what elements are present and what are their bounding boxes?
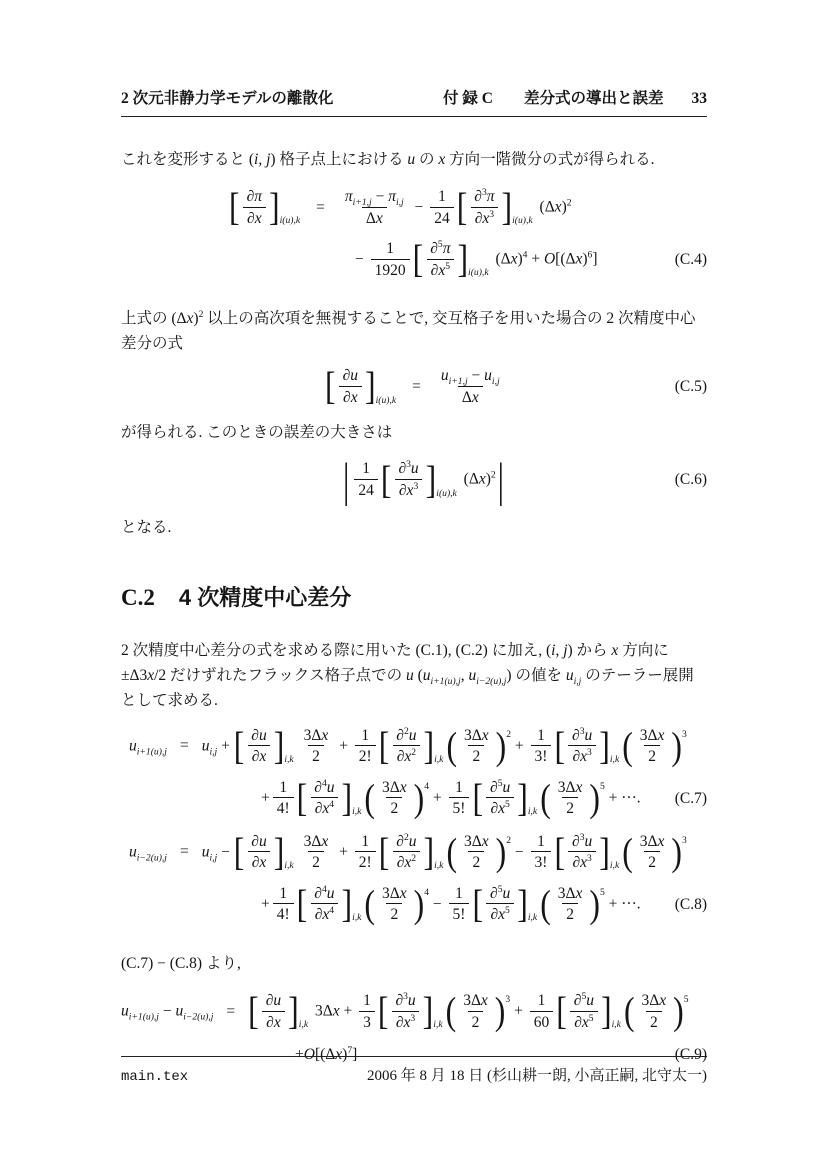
equation-c9-math1: $u_{i+1(u),j} - u_{i-2(u),j}$ = [ $\frac{\partial u}{\partial x}$ ]$_{i,k}$ 3Δx + $\frac{1}{3}$ [ $\frac{\partial^3u}{\partial x^3}$ ]$_{i,k}$( $\frac{3\Delta x}{2}$ )$^3$ + $\frac{1}{60}$ [ $\frac{\partial^5u}{\partial x^5}$ ]$_{i,k}$( $\frac{3\Delta x}{2}$ )$^5$ [121,990,689,1033]
equation-c4-line2 [121,234,707,286]
equation-c8-line2 [121,879,707,931]
page-content [121,86,707,1072]
running-title-left: 2 次元非静力学モデルの離散化 [121,90,334,107]
equation-c5 [121,356,707,418]
equation-label-c6: (C.6) [674,471,707,489]
equation-c4-line1 [121,182,707,234]
equation-label-c7: (C.7) [674,789,707,807]
footer-filename: main.tex [121,1069,189,1085]
equation-label-c5: (C.5) [674,378,707,396]
footer-date-authors: 2006 年 8 月 18 日 (杉山耕一朗, 小高正嗣, 北守太一) [367,1068,707,1084]
equation-c7-math2: + $\frac{1}{4!}$ [ $\frac{\partial^4u}{\partial x^4}$ ]$_{i,k}$( $\frac{3\Delta x}{2}$ )$^4$ + $\frac{1}{5!}$ [ $\frac{\partial^5u}{\partial x^5}$ ]$_{i,k}$( $\frac{3\Delta x}{2}$ )$^5$ + ···. [261,777,641,820]
equation-c4 [121,182,707,286]
equation-c6-line1 [121,449,707,511]
page-footer [121,1056,707,1085]
paragraph-taylor-intro: 2 次精度中心差分の式を求める際に用いた (C.1), (C.2) に加え, (i, j) から x 方向に ±Δ3x/2 だけずれたフラックス格子点での u ($u_{i+1(u),j}$, $u_{i-2(u),j}$) の値を $u_{i,j}$ のテーラー展開として求める. [121,641,694,709]
equation-c8 [121,827,707,931]
equation-c6 [121,449,707,511]
section-heading [121,581,707,612]
paragraph-second-order: 上式の $(\Delta x)^2$ 以上の高次項を無視することで, 交互格子を用いた場合の 2 次精度中心差分の式 [121,308,696,353]
page-number: 33 [691,90,707,107]
equation-label-c8: (C.8) [674,895,707,913]
equation-c8-math1: $u_{i-2(u),j} = u_{i,j}$ − [ $\frac{\partial u}{\partial x}$ ]$_{i,k}$ $\frac{3\Delta x}{2}$ + $\frac{1}{2!}$ [ $\frac{\partial^2u}{\partial x^2}$ ]$_{i,k}$( $\frac{3\Delta x}{2}$ )$^2$ − $\frac{1}{3!}$ [ $\frac{\partial^3u}{\partial x^3}$ ]$_{i,k}$( $\frac{3\Delta x}{2}$ )$^3$ [129,831,687,874]
equation-label-c9: (C.9) [674,1045,707,1063]
equation-c7-line1 [121,721,707,773]
paragraph-subtraction: (C.7) − (C.8) より, [121,954,241,972]
section-title: 4 次精度中心差分 [178,584,352,610]
equation-c9-math2: $+O[(\Delta x)^7]$ [295,1044,358,1063]
equation-c4-math1: [ $\frac{\partial\pi}{\partial x}$ ]$_{i(u),k}=$ $\frac{\pi_{i+1,j} - \pi_{i,j}}{\Delta x}$ − $\frac{1}{24}$ [ $\frac{\partial^3\pi}{\partial x^3}$ ]$_{i(u),k}$ $(\Delta x)^2$ [229,186,572,229]
section-number: C.2 [121,584,155,610]
equation-c7-line2 [121,773,707,825]
equation-c5-math: [ $\frac{\partial u}{\partial x}$ ]$_{i(u),k}=$ $\frac{u_{i+1,j} - u_{i,j}}{\Delta x}$ [325,365,500,409]
paragraph-intro: これを変形すると (i, j) 格子点上における u の x 方向一階微分の式が得られる. [121,151,655,168]
equation-c6-math: | $\frac{1}{24}$ [ $\frac{\partial^3u}{\partial x^3}$ ]$_{i(u),k}$ $(\Delta x)^2|$ [343,453,505,507]
paragraph-error-intro: が得られる. このときの誤差の大きさは [121,424,393,442]
equation-c9-line1 [121,986,707,1038]
equation-c8-line1 [121,827,707,879]
equation-c7 [121,721,707,825]
running-title-appendix: 付 録 C 差分式の導出と誤差 [443,90,664,107]
equation-c4-math2: − $\frac{1}{1920}$ [ $\frac{\partial^5\pi}{\partial x^5}$ ]$_{i(u),k}$ $(\Delta x)^4 + O[(\Delta x)^6]$ [355,238,598,281]
equation-c5-line1 [121,356,707,418]
equation-c8-math2: + $\frac{1}{4!}$ [ $\frac{\partial^4u}{\partial x^4}$ ]$_{i,k}$( $\frac{3\Delta x}{2}$ )$^4$ − $\frac{1}{5!}$ [ $\frac{\partial^5u}{\partial x^5}$ ]$_{i,k}$( $\frac{3\Delta x}{2}$ )$^5$ + ···. [261,883,641,926]
equation-c7-math1: $u_{i+1(u),j} = u_{i,j}$ + [ $\frac{\partial u}{\partial x}$ ]$_{i,k}$ $\frac{3\Delta x}{2}$ + $\frac{1}{2!}$ [ $\frac{\partial^2u}{\partial x^2}$ ]$_{i,k}$( $\frac{3\Delta x}{2}$ )$^2$ + $\frac{1}{3!}$ [ $\frac{\partial^3u}{\partial x^3}$ ]$_{i,k}$( $\frac{3\Delta x}{2}$ )$^3$ [129,725,687,768]
paragraph-tonaru: となる. [121,519,172,537]
equation-label-c4: (C.4) [674,251,707,269]
page-header [121,86,707,117]
